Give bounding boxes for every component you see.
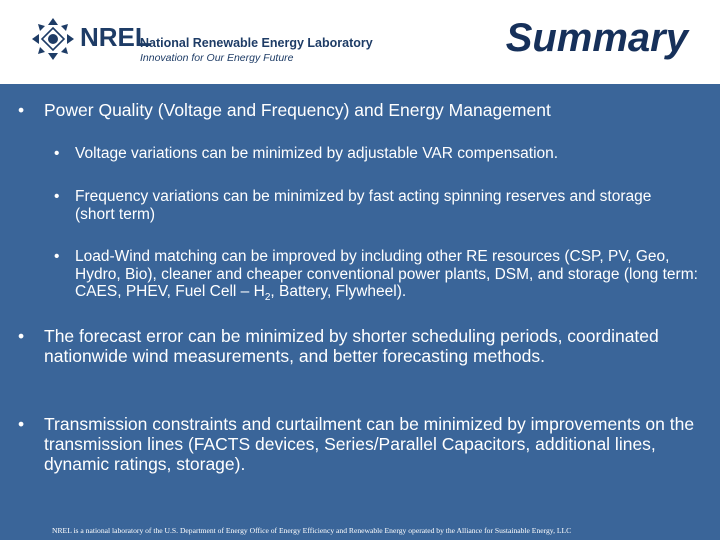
bullet-text: Power Quality (Voltage and Frequency) and Energy Management — [44, 100, 551, 120]
bullet-dot: • — [18, 326, 25, 346]
bullet-text: Transmission constraints and curtailment can be minimized by improvements on the transmission lines (FACTS devices, Series/Parallel Capacitors, additional lines, dynamic ratings, storage). — [44, 414, 695, 474]
sub-bullet-text: Frequency variations can be minimized by fast acting spinning reserves and storage (short term) — [75, 188, 652, 223]
lab-tagline: Innovation for Our Energy Future — [140, 52, 294, 64]
nrel-logo-icon — [30, 16, 76, 62]
sub-bullet-item — [54, 248, 698, 307]
slide-header — [0, 0, 720, 84]
bullet-text: The forecast error can be minimized by shorter scheduling periods, coordinated nationwide wind measurements, and better forecasting methods. — [44, 326, 659, 366]
sub-bullet-text: Voltage variations can be minimized by adjustable VAR compensation. — [75, 145, 559, 162]
bullet-dot: • — [54, 188, 60, 205]
sub-bullet-text-main: Load-Wind matching can be improved by including other RE resources (CSP, PV, Geo, Hydro, Bio), cleaner and cheaper conventional power plants, DSM, and storage (long term: CAES, PHEV, Fuel Cell – H — [75, 248, 698, 300]
bullet-item — [18, 414, 698, 474]
slide-body — [0, 84, 720, 540]
sub-bullet-item — [54, 145, 694, 163]
subscript-text: 2 — [264, 292, 271, 304]
bullet-dot: • — [54, 145, 60, 162]
sub-bullet-text — [75, 248, 698, 307]
bullet-item — [18, 100, 698, 120]
footer-note: NREL is a national laboratory of the U.S. Department of Energy Office of Energy Efficiency and Renewable Energy operated by the Alliance for Sustainable Energy, LLC — [52, 526, 572, 535]
sub-bullet-item — [54, 188, 694, 223]
bullet-item — [18, 326, 678, 366]
bullet-dot: • — [18, 414, 25, 434]
slide-title: Summary — [505, 16, 688, 60]
logo-wordmark: NREL — [80, 22, 151, 52]
lab-name: National Renewable Energy Laboratory — [140, 36, 373, 50]
bullet-dot: • — [54, 248, 60, 265]
sub-bullet-text-tail: , Battery, Flywheel). — [270, 283, 407, 300]
bullet-dot: • — [18, 100, 25, 120]
